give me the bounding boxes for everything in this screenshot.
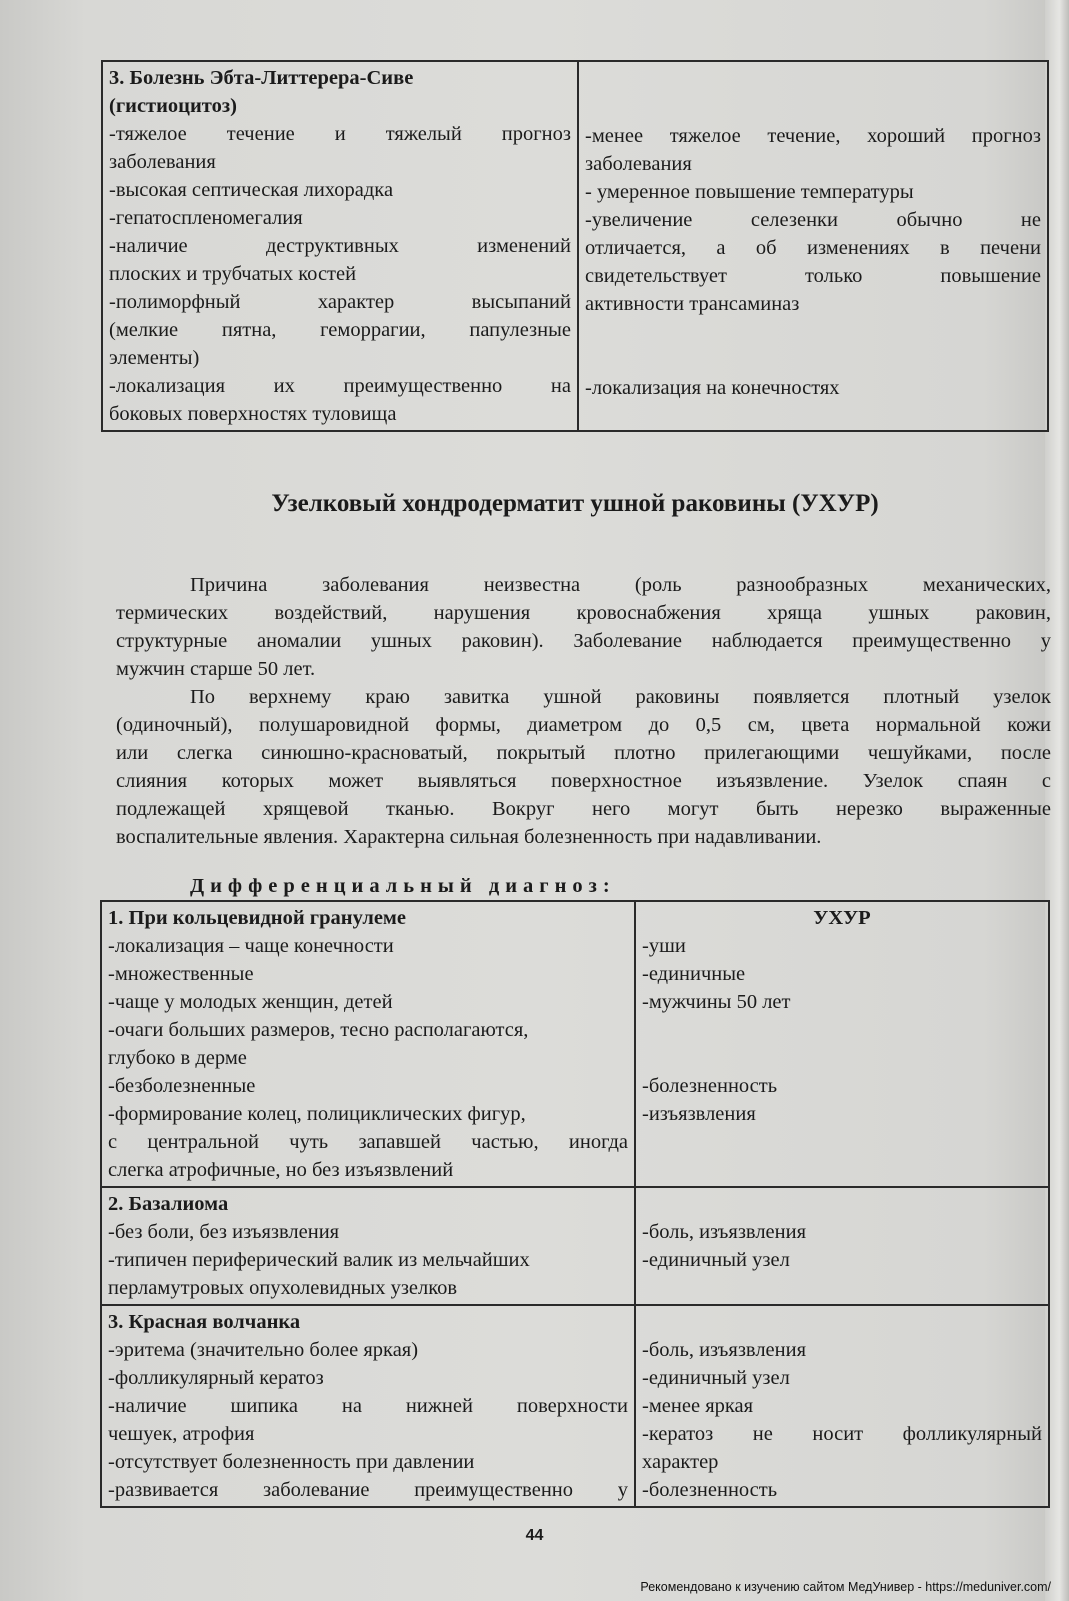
- cell-line: боковых поверхностях туловища: [109, 403, 397, 425]
- cell-line: -единичные: [642, 963, 746, 985]
- cell-line: активности трансаминаз: [585, 293, 800, 315]
- table-row: [102, 61, 1048, 431]
- paragraph-cause: [116, 571, 1051, 683]
- paragraph-line: подлежащей хрящевой тканью. Вокруг него могут быть нерезко выраженные: [116, 798, 1051, 820]
- paragraph-line: или слегка синюшно-красноватый, покрытый плотно прилегающими чешуйками, после: [116, 742, 1051, 764]
- paragraph-line: структурные аномалии ушных раковин). Заболевание наблюдается преимущественно у: [116, 630, 1051, 652]
- table-cell-right: [635, 1187, 1049, 1305]
- cell-line: -локализация на конечностях: [585, 377, 840, 399]
- cell-line: -локализация – чаще конечности: [108, 935, 394, 957]
- cell-line: -эритема (значительно более яркая): [108, 1339, 419, 1361]
- cell-line: перламутровых опухолевидных узелков: [108, 1277, 458, 1299]
- cell-line: -единичный узел: [642, 1367, 790, 1389]
- cell-line: -боль, изъязвления: [642, 1221, 807, 1243]
- table-row: [101, 1187, 1049, 1305]
- cell-line: -болезненность: [642, 1479, 778, 1501]
- cell-line: -фолликулярный кератоз: [108, 1367, 324, 1389]
- cell-line: плоских и трубчатых костей: [109, 263, 357, 285]
- cell-line: (мелкие пятна, геморрагии, папулезные: [109, 319, 571, 341]
- cell-line: слегка атрофичные, но без изъязвлений: [108, 1159, 454, 1181]
- table-row: [101, 901, 1049, 1187]
- cell-line: -без боли, без изъязвления: [108, 1221, 340, 1243]
- paragraph-line: По верхнему краю завитка ушной раковины появляется плотный узелок: [190, 686, 1051, 708]
- table-cell-right: [635, 901, 1049, 1187]
- table-cell-right: [635, 1305, 1049, 1507]
- cell-line: -типичен периферический валик из мельчайших: [108, 1249, 530, 1271]
- cell-line: -кератоз не носит фолликулярный: [642, 1423, 1042, 1445]
- cell-line: -тяжелое течение и тяжелый прогноз: [109, 123, 571, 145]
- cell-line: чешуек, атрофия: [108, 1423, 255, 1445]
- cell-title: (гистиоцитоз): [109, 95, 237, 117]
- paragraph-line: воспалительные явления. Характерна сильная болезненность при надавливании.: [116, 826, 822, 848]
- cell-line: [585, 318, 1041, 374]
- cell-line: -множественные: [108, 963, 254, 985]
- cell-title: 3. Красная волчанка: [108, 1311, 301, 1333]
- cell-line: -гепатоспленомегалия: [109, 207, 303, 229]
- cell-line: заболевания: [585, 153, 692, 175]
- cell-line: -очаги больших размеров, тесно располагаются,: [108, 1019, 529, 1041]
- comparison-table-histiocytosis: [101, 60, 1049, 432]
- cell-line: характер: [642, 1451, 719, 1473]
- cell-line: свидетельствует только повышение: [585, 265, 1041, 287]
- cell-line: -менее яркая: [642, 1395, 754, 1417]
- cell-line: -наличие шипика на нижней поверхности: [108, 1395, 628, 1417]
- differential-diagnosis-title: Дифференциальный диагноз:: [190, 875, 616, 897]
- cell-line: -изъязвления: [642, 1103, 756, 1125]
- section-heading: Узелковый хондродерматит ушной раковины (УХУР): [271, 490, 879, 517]
- table-cell-left: [101, 1305, 635, 1507]
- table-cell-left: [102, 61, 578, 431]
- cell-title: 1. При кольцевидной гранулеме: [108, 907, 406, 929]
- cell-line: -мужчины 50 лет: [642, 991, 791, 1013]
- cell-line: - умеренное повышение температуры: [585, 181, 914, 203]
- cell-line: -наличие деструктивных изменений: [109, 235, 571, 257]
- differential-diagnosis-table: [100, 900, 1050, 1508]
- paragraph-line: Причина заболевания неизвестна (роль разнообразных механических,: [190, 574, 1051, 596]
- paragraph-line: (одиночный), полушаровидной формы, диаметром до 0,5 см, цвета нормальной кожи: [116, 714, 1051, 736]
- cell-line: -увеличение селезенки обычно не: [585, 209, 1041, 231]
- paragraph-line: мужчин старше 50 лет.: [116, 658, 316, 680]
- table-cell-left: [101, 1187, 635, 1305]
- cell-line: -единичный узел: [642, 1249, 790, 1271]
- cell-line: -полиморфный характер высыпаний: [109, 291, 571, 313]
- table-cell-left: [101, 901, 635, 1187]
- footer-source-note: Рекомендовано к изучению сайтом МедУнивер - https://meduniver.com/: [640, 1580, 1051, 1594]
- cell-line: отличается, а об изменениях в печени: [585, 237, 1041, 259]
- cell-line: -уши: [642, 935, 686, 957]
- cell-line: -чаще у молодых женщин, детей: [108, 991, 393, 1013]
- column-header-ukhur: УХУР: [813, 907, 871, 929]
- cell-line: -менее тяжелое течение, хороший прогноз: [585, 125, 1041, 147]
- cell-line: -высокая септическая лихорадка: [109, 179, 394, 201]
- cell-line: заболевания: [109, 151, 216, 173]
- cell-line: элементы): [109, 347, 200, 369]
- cell-title: 3. Болезнь Эбта-Литтерера-Сиве: [109, 67, 414, 89]
- paragraph-line: слияния которых может выявляться поверхностное изъязвление. Узелок спаян с: [116, 770, 1051, 792]
- page-number: 44: [525, 1527, 544, 1544]
- cell-line: -локализация их преимущественно на: [109, 375, 571, 397]
- cell-line: -безболезненные: [108, 1075, 256, 1097]
- cell-line: глубоко в дерме: [108, 1047, 247, 1069]
- paragraph-line: термических воздействий, нарушения кровоснабжения хряща ушных раковин,: [116, 602, 1051, 624]
- cell-line: -формирование колец, полициклических фигур,: [108, 1103, 526, 1125]
- cell-line: с центральной чуть запавшей частью, иногда: [108, 1131, 628, 1153]
- cell-title: 2. Базалиома: [108, 1193, 229, 1215]
- table-row: [101, 1305, 1049, 1507]
- cell-line: -отсутствует болезненность при давлении: [108, 1451, 475, 1473]
- cell-line: -боль, изъязвления: [642, 1339, 807, 1361]
- cell-line: -болезненность: [642, 1075, 778, 1097]
- paragraph-description: [116, 683, 1051, 851]
- table-cell-right: [578, 61, 1048, 431]
- cell-spacer: [642, 1016, 1042, 1072]
- cell-line: -развивается заболевание преимущественно у: [108, 1479, 628, 1501]
